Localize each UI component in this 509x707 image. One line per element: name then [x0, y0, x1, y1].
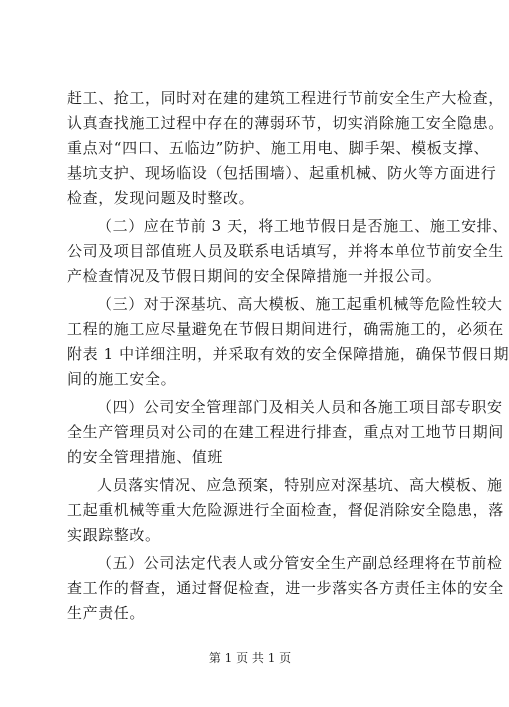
text-line: 附表 1 中详细注明，并采取有效的安全保障措施，确保节假日期	[67, 345, 509, 363]
text-line: 全生产管理员对公司的在建工程进行排查，重点对工地节日期间	[67, 423, 504, 441]
paragraph-first-line: （二）应在节前 3 天，将工地节假日是否施工、施工安排、	[97, 217, 508, 235]
text-line: 公司及项目部值班人员及联系电话填写，并将本单位节前安全生	[67, 242, 504, 260]
text-line: 实跟踪整改。	[67, 526, 161, 544]
paragraph-first-line: 人员落实情况、应急预案，特别应对深基坑、高大模板、施	[97, 476, 503, 494]
text-line: 认真查找施工过程中存在的薄弱环节，切实消除施工安全隐患。	[67, 114, 504, 132]
text-line: 检查，发现问题及时整改。	[67, 189, 255, 207]
page-footer: 第 1 页 共 1 页	[208, 651, 292, 665]
text-line: 间的施工安全。	[67, 370, 177, 388]
text-line: 工起重机械等重大危险源进行全面检查，督促消除安全隐患，落	[67, 501, 504, 519]
text-line: 的安全管理措施、值班	[67, 448, 224, 466]
text-line: 基坑支护、现场临设（包括围墙）、起重机械、防火等方面进行	[67, 164, 497, 182]
text-line: 生产责任。	[67, 604, 146, 622]
paragraph-first-line: （四）公司安全管理部门及相关人员和各施工项目部专职安	[97, 398, 503, 416]
paragraph-first-line: （五）公司法定代表人或分管安全生产副总经理将在节前检	[97, 554, 503, 572]
text-line: 查工作的督查，通过督促检查，进一步落实各方责任主体的安全	[67, 579, 504, 597]
text-line: 产检查情况及节假日期间的安全保障措施一并报公司。	[67, 267, 442, 285]
text-line: 重点对“四口、五临边”防护、施工用电、脚手架、模板支撑、	[67, 139, 490, 157]
text-line: 工程的施工应尽量避免在节假日期间进行，确需施工的，必须在	[67, 320, 504, 338]
paragraph-first-line: （三）对于深基坑、高大模板、施工起重机械等危险性较大	[97, 295, 503, 313]
text-line: 赶工、抢工，同时对在建的建筑工程进行节前安全生产大检查，	[67, 89, 504, 107]
